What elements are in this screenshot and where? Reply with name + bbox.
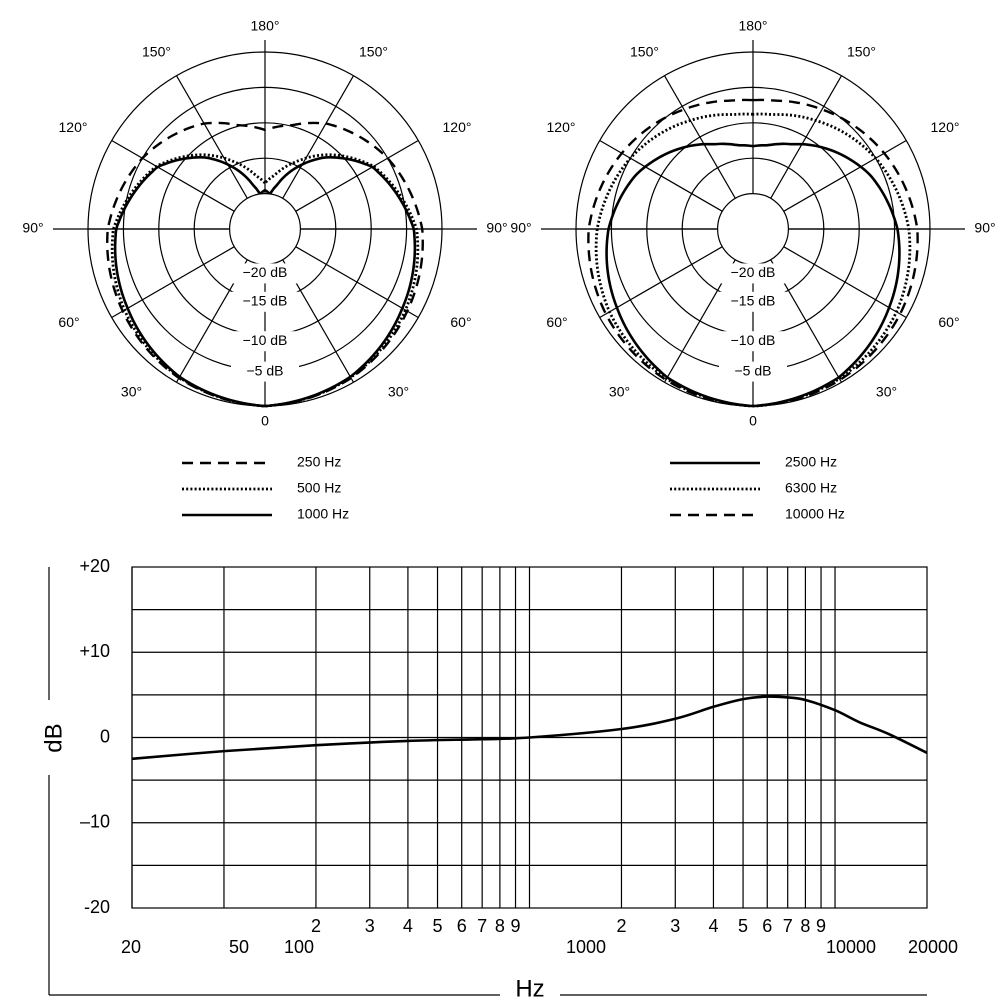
angle-label-lower-left: 60° [58, 314, 80, 331]
ring-label: −15 dB [730, 292, 776, 309]
y-tick-label: 0 [99, 726, 110, 747]
polar-spoke [784, 247, 907, 318]
polar-spoke [771, 76, 842, 199]
polar-spoke [177, 76, 248, 199]
angle-label-lower-right: 60° [450, 314, 472, 331]
x-axis-title: Hz [515, 975, 545, 1000]
x-tick-label-major: 20000 [907, 936, 959, 957]
x-tick-label-major: 100 [283, 936, 315, 957]
angle-label-upper-right: 150° [847, 43, 876, 60]
angle-label-bottom-right: 30° [387, 383, 410, 400]
angle-label-bottom-left: 30° [608, 383, 631, 400]
y-axis-title: dB [40, 723, 68, 753]
y-tick-label: +10 [79, 641, 110, 661]
angle-label-bottom: 0 [261, 412, 269, 429]
x-tick-label-minor: 5 [432, 915, 443, 936]
angle-label-top: 180° [738, 17, 768, 34]
legend-label: 250 Hz [297, 453, 342, 470]
angle-label-bottom: 0 [749, 412, 757, 429]
angle-label-left: 90° [22, 219, 44, 236]
angle-label-upper-right: 150° [359, 43, 388, 60]
angle-label-bottom-left: 30° [120, 383, 143, 400]
x-tick-label-minor: 9 [510, 915, 521, 936]
legend-label: 10000 Hz [785, 505, 845, 522]
polar-spoke [112, 247, 235, 318]
ring-label: −5 dB [246, 362, 284, 379]
x-tick-label-major: 20 [120, 936, 142, 957]
x-tick-label-minor: 6 [456, 915, 467, 936]
x-tick-label-minor: 7 [477, 915, 488, 936]
angle-label-mid-upper-left: 120° [58, 119, 88, 136]
x-tick-label-major: 50 [228, 936, 250, 957]
ring-label: −5 dB [734, 362, 772, 379]
ring-label: −10 dB [730, 331, 776, 348]
x-tick-label-major: 1000 [565, 936, 607, 957]
legend-label: 500 Hz [297, 479, 342, 496]
angle-label-right: 90° [486, 219, 508, 236]
polar-spoke [296, 247, 419, 318]
angle-label-bottom-right: 30° [875, 383, 898, 400]
x-tick-label-major: 10000 [825, 936, 877, 957]
x-tick-label-minor: 8 [494, 915, 505, 936]
polar-spoke [283, 76, 354, 199]
angle-label-lower-right: 60° [938, 314, 960, 331]
angle-label-mid-upper-left: 120° [546, 119, 576, 136]
polar-chart-1 [22, 18, 507, 522]
x-tick-label-minor: 9 [816, 915, 827, 936]
angle-label-top: 180° [250, 17, 280, 34]
y-tick-label: -20 [83, 896, 110, 917]
ring-label: −15 dB [242, 292, 288, 309]
polar-ring [718, 194, 789, 265]
polar-ring [230, 194, 301, 265]
y-tick-label: –10 [79, 811, 110, 832]
x-tick-label-minor: 3 [670, 915, 681, 936]
x-tick-label-minor: 7 [782, 915, 793, 936]
x-tick-label-minor: 2 [616, 915, 627, 936]
polar-chart-2 [510, 18, 995, 522]
x-tick-label-minor: 8 [800, 915, 811, 936]
x-tick-label-minor: 2 [310, 915, 321, 936]
polar-spoke [600, 247, 723, 318]
x-tick-label-minor: 5 [738, 915, 749, 936]
angle-label-lower-left: 60° [546, 314, 568, 331]
ring-label: −10 dB [242, 331, 288, 348]
x-tick-label-minor: 3 [364, 915, 375, 936]
angle-label-right: 90° [974, 219, 996, 236]
ring-label: −20 dB [242, 264, 288, 281]
legend-label: 1000 Hz [297, 505, 350, 522]
angle-label-mid-upper-right: 120° [442, 119, 472, 136]
x-tick-label-minor: 4 [708, 915, 719, 936]
frequency-response-chart [40, 556, 958, 1000]
legend-label: 6300 Hz [785, 479, 838, 496]
y-tick-label: +20 [79, 555, 110, 576]
legend-label: 2500 Hz [785, 453, 838, 470]
polar-spoke [665, 76, 736, 199]
x-tick-label-minor: 6 [762, 915, 773, 936]
angle-label-upper-left: 150° [630, 43, 659, 60]
angle-label-left: 90° [510, 219, 532, 236]
angle-label-mid-upper-right: 120° [930, 119, 960, 136]
ring-label: −20 dB [730, 264, 776, 281]
angle-label-upper-left: 150° [142, 43, 171, 60]
x-tick-label-minor: 4 [402, 915, 413, 936]
